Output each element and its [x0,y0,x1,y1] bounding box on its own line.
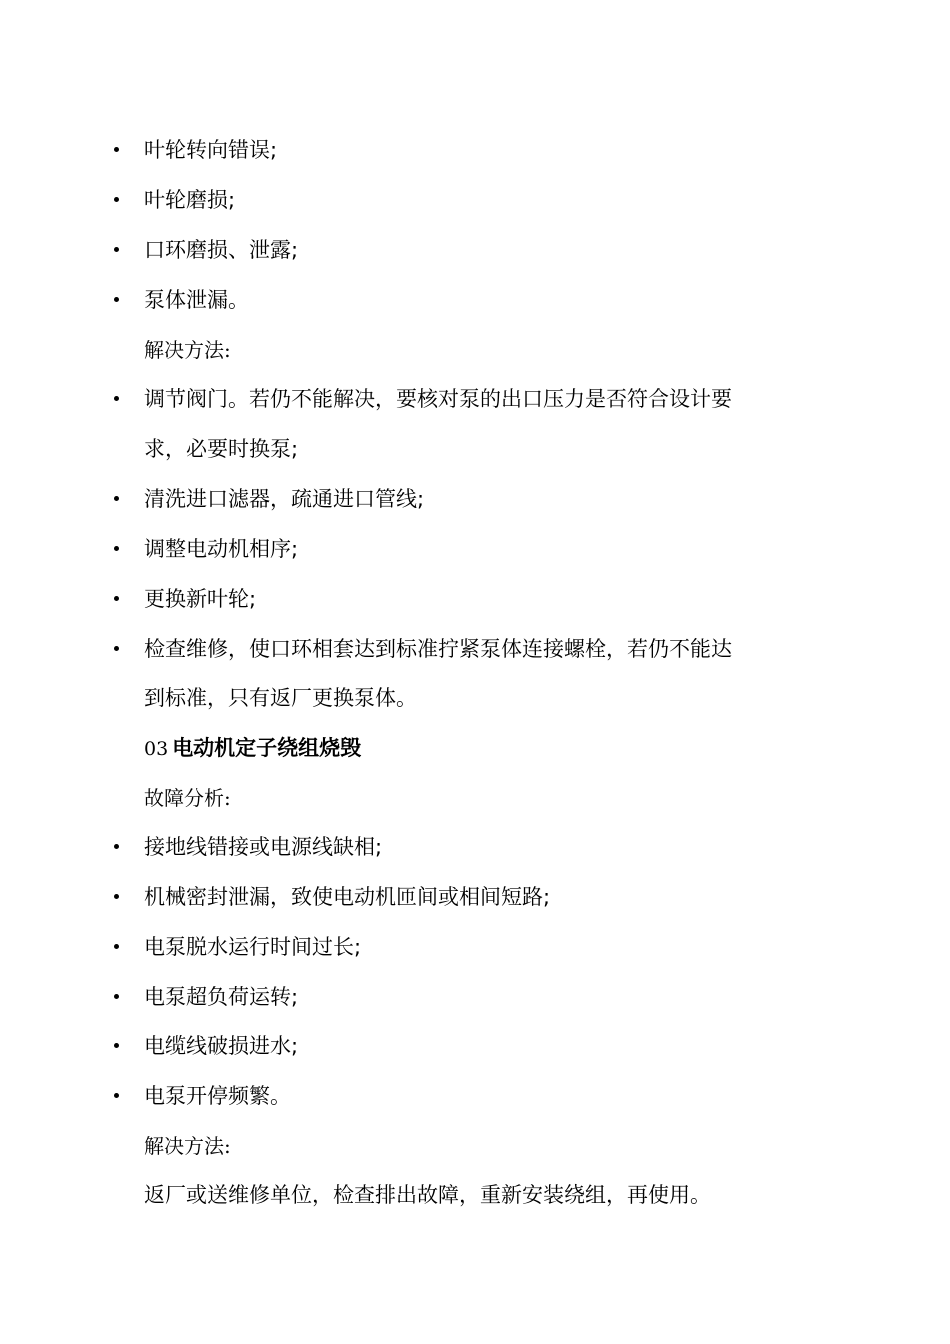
bullet-icon [113,474,121,524]
section-title: 电动机定子绕组烧毁 [172,736,362,760]
bullet-icon [113,125,121,175]
solution-item: 清洗进口滤器，疏通进口管线; [144,487,425,511]
solution-text: 返厂或送维修单位，检查排出故障，重新安装绕组，再使用。 [144,1183,711,1207]
cause-item: 电泵开停频繁。 [144,1084,291,1108]
solution-item: 调整电动机相序; [144,537,299,561]
analysis-label: 故障分析: [144,786,231,810]
solution-item-continuation: 到标准，只有返厂更换泵体。 [144,686,417,710]
bullet-icon [113,624,121,674]
cause-item: 叶轮转向错误; [144,138,278,162]
cause-item: 泵体泄漏。 [144,288,249,312]
cause-item: 叶轮磨损; [144,188,236,212]
bullet-icon [113,524,121,574]
solution-item: 检查维修，使口环相套达到标准拧紧泵体连接螺栓，若仍不能达 [144,637,732,661]
bullet-icon [113,574,121,624]
solution-item: 调节阀门。若仍不能解决，要核对泵的出口压力是否符合设计要 [144,387,732,411]
section-heading [144,723,824,773]
bullet-icon [113,1021,121,1071]
cause-item: 机械密封泄漏，致使电动机匝间或相间短路; [144,885,551,909]
bullet-icon [113,872,121,922]
solution-item-continuation: 求，必要时换泵; [144,437,299,461]
solution-label: 解决方法: [144,338,231,362]
bullet-icon [113,822,121,872]
cause-item: 电缆线破损进水; [144,1034,299,1058]
cause-item: 口环磨损、泄露; [144,238,299,262]
solution-label: 解决方法: [144,1134,231,1158]
bullet-icon [113,175,121,225]
bullet-icon [113,972,121,1022]
cause-item: 接地线错接或电源线缺相; [144,835,383,859]
section-number: 03 [144,738,169,760]
bullet-icon [113,275,121,325]
cause-item: 电泵脱水运行时间过长; [144,935,362,959]
bullet-icon [113,922,121,972]
bullet-icon [113,374,121,424]
cause-item: 电泵超负荷运转; [144,985,299,1009]
bullet-icon [113,225,121,275]
solution-item: 更换新叶轮; [144,587,257,611]
bullet-icon [113,1071,121,1121]
